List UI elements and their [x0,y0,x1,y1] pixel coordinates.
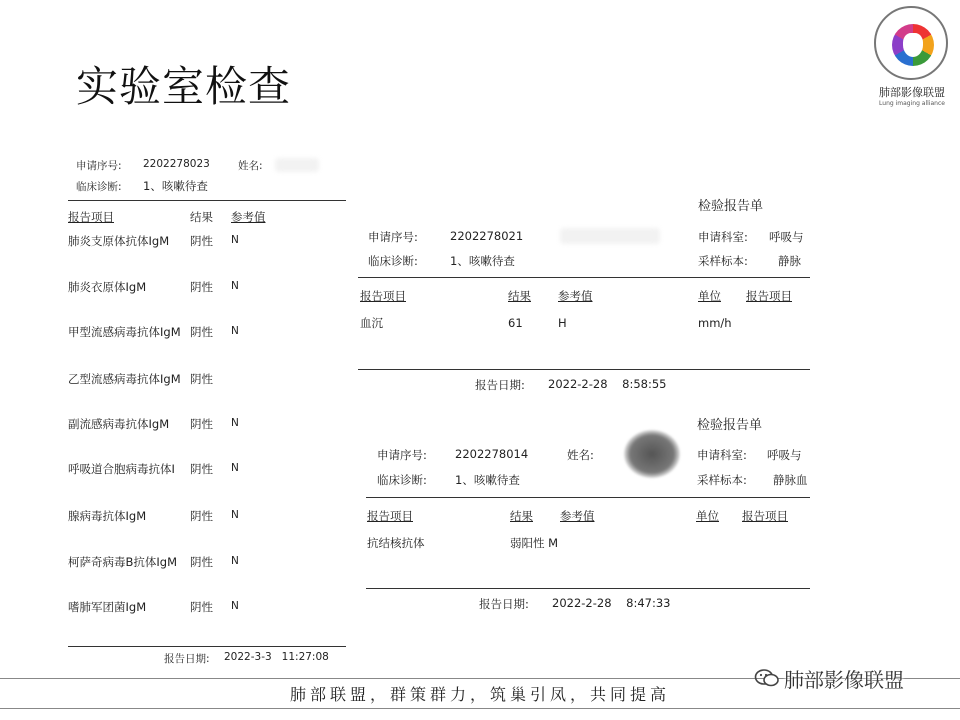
r1-row-result: 阴性 [190,234,213,248]
r2-date-value: 2022-2-28 8:58:55 [548,377,667,391]
r2-header-unit: 单位 [698,289,721,303]
r1-row-result: 阴性 [190,417,213,431]
r3-row-item: 抗结核抗体 [367,536,425,550]
r3-date-value: 2022-2-28 8:47:33 [552,596,671,610]
r3-dx-label: 临床诊断: [377,473,427,487]
r1-row-item: 腺病毒抗体IgM [68,509,147,523]
r1-id-value: 2202278023 [143,158,210,170]
r1-header-ref: 参考值 [231,210,266,224]
r1-row-result: 阴性 [190,462,213,476]
r1-row-item: 嗜肺军团菌IgM [68,600,147,614]
r3-dx-value: 1、咳嗽待查 [455,473,520,487]
r2-dept-label: 申请科室: [698,230,748,244]
r3-divider-top [366,497,810,498]
r3-date-label: 报告日期: [479,597,529,611]
logo-name-cn: 肺部影像联盟 [879,86,945,99]
r3-header-ref: 参考值 [560,509,595,523]
r1-divider-top [68,200,346,201]
r3-divider-bottom [366,588,810,589]
r1-row-ref: N [231,280,239,292]
r1-divider-bottom [68,646,346,647]
r1-row-item: 呼吸道合胞病毒抗体I [68,462,175,476]
wechat-icon [754,668,780,688]
r1-row-result: 阴性 [190,280,213,294]
logo-ring-icon [874,6,948,80]
r1-date-value: 2022-3-3 11:27:08 [224,651,329,663]
footer-line-bottom [0,708,960,709]
r2-id-value: 2202278021 [450,229,524,243]
watermark-text: 肺部影像联盟 [784,668,904,692]
r3-row-result: 弱阳性 M [510,536,559,550]
r1-row-ref: N [231,509,239,521]
r3-heading: 检验报告单 [697,418,763,433]
r2-divider-top [358,277,810,278]
r3-name-redacted [624,430,680,478]
r3-sample-value: 静脉血 [773,473,808,487]
r3-id-value: 2202278014 [455,447,529,461]
r1-name-label: 姓名: [238,160,263,172]
r1-row-item: 甲型流感病毒抗体IgM [68,325,181,339]
r1-row-item: 柯萨奇病毒B抗体IgM [68,555,178,569]
r3-dept-value: 呼吸与 [767,448,802,462]
r1-id-label: 申请序号: [76,160,122,172]
r2-row-unit: mm/h [698,316,732,330]
r1-row-result: 阴性 [190,600,213,614]
r1-row-ref: N [231,462,239,474]
footer-slogan: 肺部联盟，群策群力，筑巢引凤，共同提高 [289,685,670,704]
r2-sample-value: 静脉 [778,254,801,268]
r1-row-result: 阴性 [190,555,213,569]
r1-row-item: 肺炎衣原体IgM [68,280,147,294]
r2-id-label: 申请序号: [368,230,418,244]
r1-row-ref: N [231,600,239,612]
r2-heading: 检验报告单 [698,199,764,214]
r2-date-label: 报告日期: [475,378,525,392]
r1-name-redacted [275,158,319,172]
r2-divider-bottom [358,369,810,370]
r1-row-result: 阴性 [190,372,213,386]
r2-name-redacted [560,228,660,244]
r1-row-item: 肺炎支原体抗体IgM [68,234,170,248]
r1-header-result: 结果 [190,210,213,224]
r3-header-item2: 报告项目 [742,509,788,523]
r3-sample-label: 采样标本: [697,473,747,487]
alliance-logo [872,6,952,114]
r2-row-result: 61 [508,316,523,330]
page-title: 实验室检查 [76,62,292,111]
lung-icon [903,33,923,57]
r2-dx-label: 临床诊断: [368,254,418,268]
r2-dept-value: 呼吸与 [769,230,804,244]
r1-row-ref: N [231,325,239,337]
r1-row-ref: N [231,417,239,429]
r1-row-ref: N [231,555,239,567]
r1-row-result: 阴性 [190,325,213,339]
r1-dx-label: 临床诊断: [76,181,122,193]
r3-header-unit: 单位 [696,509,719,523]
r3-name-label: 姓名: [567,448,594,462]
r2-header-result: 结果 [508,289,531,303]
r3-dept-label: 申请科室: [697,448,747,462]
r2-header-ref: 参考值 [558,289,593,303]
r2-sample-label: 采样标本: [698,254,748,268]
r3-id-label: 申请序号: [377,448,427,462]
r3-header-item: 报告项目 [367,509,413,523]
r1-dx-value: 1、咳嗽待查 [143,179,208,193]
r1-date-label: 报告日期: [164,653,210,665]
r1-row-item: 乙型流感病毒抗体IgM [68,372,181,386]
r2-row-item: 血沉 [360,316,383,330]
r2-dx-value: 1、咳嗽待查 [450,254,515,268]
r1-row-ref: N [231,234,239,246]
r1-header-item: 报告项目 [68,210,114,224]
r2-row-ref: H [558,316,567,330]
r2-header-item: 报告项目 [360,289,406,303]
r3-header-result: 结果 [510,509,533,523]
logo-name-en: Lung imaging alliance [879,100,945,107]
r2-header-item2: 报告项目 [746,289,792,303]
r1-row-item: 副流感病毒抗体IgM [68,417,170,431]
r1-row-result: 阴性 [190,509,213,523]
